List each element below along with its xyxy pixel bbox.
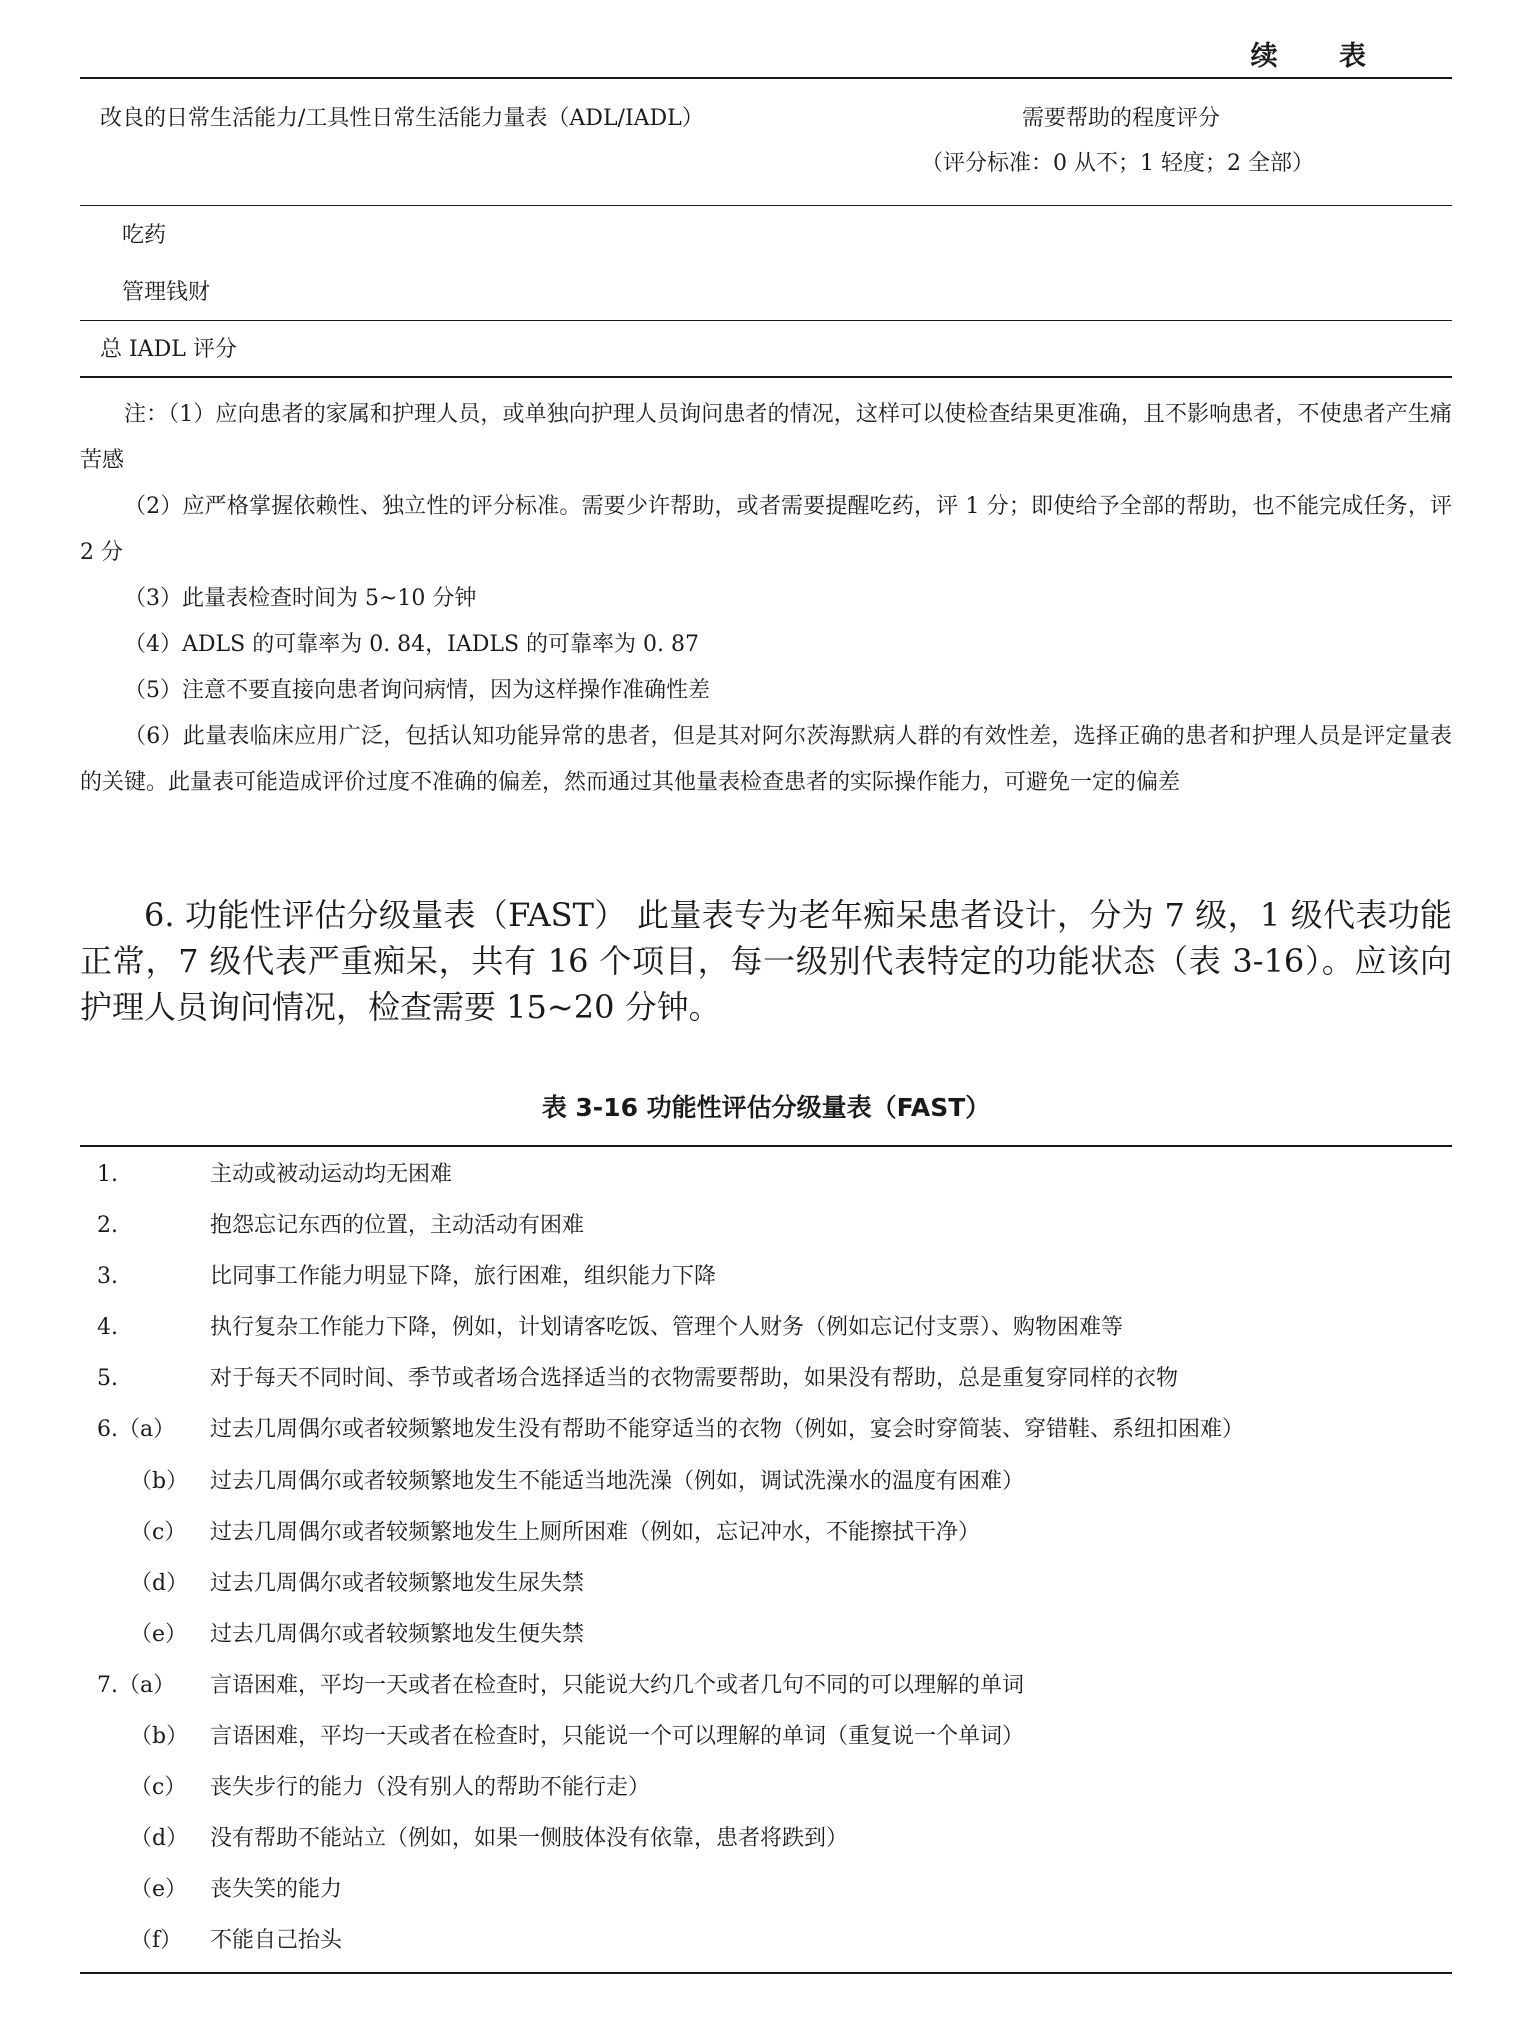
fast-item-text: 过去几周偶尔或者较频繁地发生不能适当地洗澡（例如，调试洗澡水的温度有困难） [210,1468,1025,1494]
table-row [80,1765,1452,1816]
note-6: （6）此量表临床应用广泛，包括认知功能异常的患者，但是其对阿尔茨海默病人群的有效性差，选择正确的患者和护理人员是评定量表的关键。此量表可能造成评价过度不准确的偏差，然而通过其他量表检查患者的实际操作能力，可避免一定的偏差 [80,724,1452,795]
table-row [80,1918,1452,1969]
iadl-row-finances: 管理钱财 [122,280,211,305]
table-row [80,1561,1452,1612]
fast-item-text: 过去几周偶尔或者较频繁地发生尿失禁 [210,1570,585,1596]
table-row [80,1254,1452,1305]
fast-item-number: 3. [97,1264,118,1290]
fast-item-text: 不能自己抬头 [210,1928,343,1954]
table-row [80,1356,1452,1407]
table-row [80,1816,1452,1867]
fast-item-number: （d） [130,1570,189,1596]
iadl-col2-subheader: （评分标准：0 从不；1 轻度；2 全部） [921,151,1314,176]
fast-item-text: 言语困难，平均一天或者在检查时，只能说大约几个或者几句不同的可以理解的单词 [210,1672,1025,1698]
fast-item-number: （c） [130,1775,187,1801]
fast-item-number: 2. [97,1213,118,1239]
note-1: 注：（1）应向患者的家属和护理人员，或单独向护理人员询问患者的情况，这样可以使检查结果更准确，且不影响患者，不使患者产生痛苦感 [80,402,1452,473]
table-row [80,1203,1452,1254]
fast-item-number: 1. [97,1162,118,1187]
fast-item-number: （d） [130,1826,189,1852]
page [80,0,1452,2028]
fast-table-title: 表 3-16 功能性评估分级量表（FAST） [541,1093,991,1122]
fast-item-number: （b） [130,1724,189,1750]
fast-item-text: 没有帮助不能站立（例如，如果一侧肢体没有依靠，患者将跌到） [210,1826,849,1852]
note-2: （2）应严格掌握依赖性、独立性的评分标准。需要少许帮助，或者需要提醒吃药，评 1 分；即使给予全部的帮助，也不能完成任务，评 2 分 [80,494,1452,565]
table-row [80,1714,1452,1765]
fast-item-number: 5. [97,1366,118,1392]
table-row [80,1663,1452,1714]
fast-section-paragraph: 6. 功能性评估分级量表（FAST） 此量表专为老年痴呆患者设计，分为 7 级，1 级代表功能正常，7 级代表严重痴呆，共有 16 个项目，每一级别代表特定的功能状态（表 3-16）。应该向护理人员询问情况，检查需要 15~20 分钟。 [80,896,1452,1026]
fast-table-bottom-rule [80,1972,1452,1974]
fast-item-number: 4. [97,1315,118,1341]
iadl-col2-header: 需要帮助的程度评分 [1022,106,1221,131]
table-row [80,1305,1452,1356]
fast-item-text: 过去几周偶尔或者较频繁地发生便失禁 [210,1621,585,1647]
fast-item-text: 主动或被动运动均无困难 [210,1162,453,1187]
fast-item-number: 6.（a） [97,1417,176,1443]
fast-item-number: （c） [130,1519,187,1545]
fast-item-number: （f） [130,1928,183,1954]
fast-item-text: 过去几周偶尔或者较频繁地发生没有帮助不能穿适当的衣物（例如，宴会时穿简装、穿错鞋、系纽扣困难） [210,1417,1245,1443]
iadl-total-label: 总 IADL 评分 [100,337,237,362]
iadl-body-rule [80,320,1452,321]
fast-item-text: 抱怨忘记东西的位置，主动活动有困难 [210,1213,585,1239]
fast-item-text: 丧失步行的能力（没有别人的帮助不能行走） [210,1775,651,1801]
fast-item-text: 过去几周偶尔或者较频繁地发生上厕所困难（例如，忘记冲水，不能擦拭干净） [210,1519,981,1545]
table-row [80,1612,1452,1663]
table-top-rule [80,77,1452,79]
iadl-header-rule [80,205,1452,206]
fast-item-number: （b） [130,1468,189,1494]
continued-label: 续 表 [1250,41,1392,72]
fast-item-text: 比同事工作能力明显下降，旅行困难，组织能力下降 [210,1264,717,1290]
fast-item-text: 对于每天不同时间、季节或者场合选择适当的衣物需要帮助，如果没有帮助，总是重复穿同样的衣物 [210,1366,1179,1392]
fast-item-text: 言语困难，平均一天或者在检查时，只能说一个可以理解的单词（重复说一个单词） [210,1724,1025,1750]
table-row [80,1867,1452,1918]
fast-table [80,1152,1452,1970]
iadl-bottom-rule [80,376,1452,378]
fast-item-number: （e） [130,1621,188,1647]
note-5: （5）注意不要直接向患者询问病情，因为这样操作准确性差 [124,678,710,703]
note-4: （4）ADLS 的可靠率为 0. 84，IADLS 的可靠率为 0. 87 [124,632,700,657]
fast-item-number: 7.（a） [97,1672,176,1698]
fast-table-top-rule [80,1145,1452,1147]
fast-item-text: 丧失笑的能力 [210,1877,343,1903]
table-notes [80,392,1452,806]
table-row [80,1152,1452,1203]
fast-item-text: 执行复杂工作能力下降，例如，计划请客吃饭、管理个人财务（例如忘记付支票）、购物困难等 [210,1315,1124,1341]
table-row [80,1459,1452,1510]
table-row [80,1510,1452,1561]
iadl-col1-header: 改良的日常生活能力/工具性日常生活能力量表（ADL/IADL） [100,106,704,131]
table-row [80,1407,1452,1458]
iadl-row-medication: 吃药 [122,223,167,248]
fast-item-number: （e） [130,1877,188,1903]
note-3: （3）此量表检查时间为 5~10 分钟 [124,586,477,611]
